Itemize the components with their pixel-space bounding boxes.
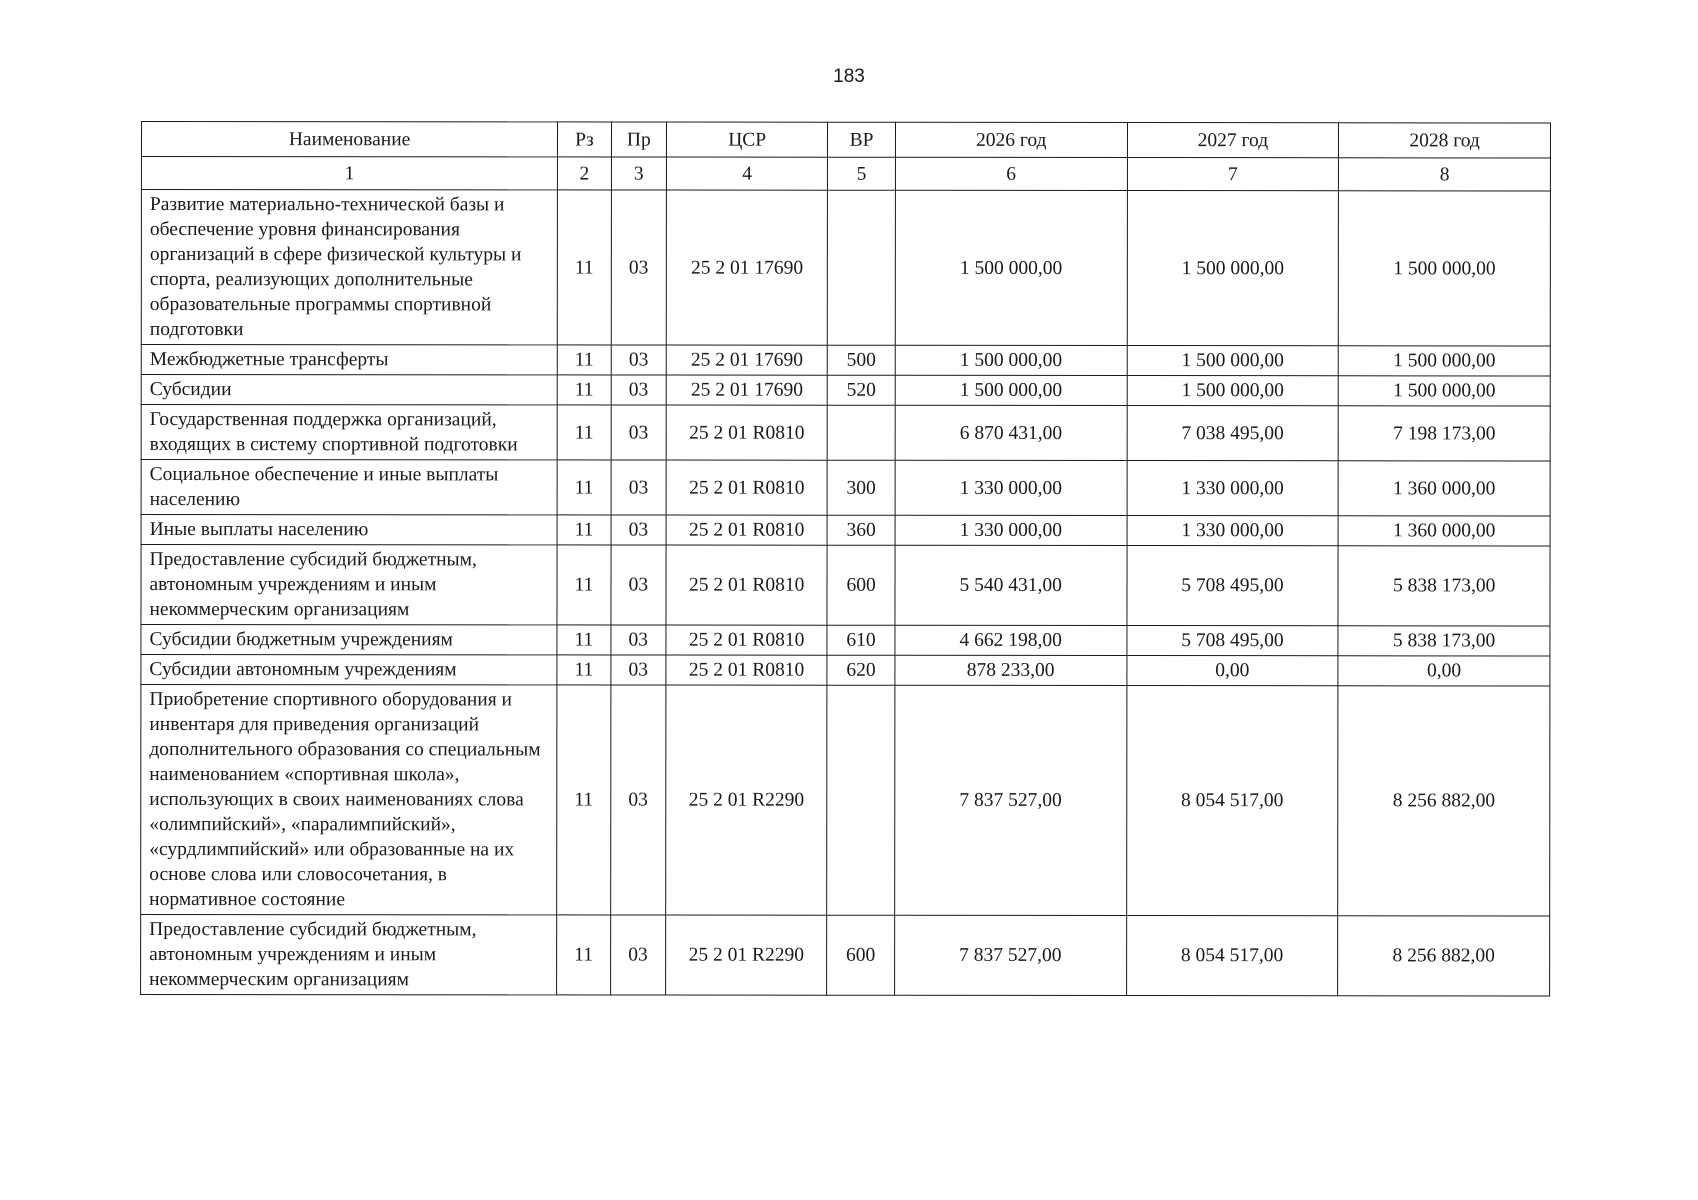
table-row — [141, 405, 1550, 461]
row-name: Развитие материально-технической базы и обеспечение уровня финансирования организаций в сфере физической культуры и спорта, реализующих дополнительные образовательные программы спортивной подготовки — [141, 190, 557, 345]
column-number: 1 — [141, 157, 557, 190]
row-rz: 11 — [557, 685, 611, 915]
row-vr: 600 — [827, 915, 895, 995]
table-row — [141, 625, 1550, 656]
row-2027: 7 038 495,00 — [1127, 406, 1339, 461]
row-2027: 1 500 000,00 — [1127, 376, 1339, 406]
row-2027: 1 500 000,00 — [1127, 346, 1339, 376]
row-pr: 03 — [611, 515, 666, 545]
row-rz: 11 — [557, 545, 610, 625]
row-csr: 25 2 01 R0810 — [666, 545, 827, 625]
row-name: Субсидии — [141, 375, 557, 405]
row-pr: 03 — [611, 625, 666, 655]
row-rz: 11 — [557, 460, 610, 515]
row-2026: 1 330 000,00 — [895, 460, 1127, 515]
row-name: Субсидии бюджетным учреждениям — [141, 625, 557, 655]
row-csr: 25 2 01 R0810 — [666, 405, 827, 460]
table-row — [141, 685, 1550, 916]
row-name: Социальное обеспечение и иные выплаты населению — [141, 460, 557, 515]
row-2027: 1 500 000,00 — [1127, 191, 1339, 346]
row-2026: 1 500 000,00 — [895, 190, 1127, 345]
row-name: Приобретение спортивного оборудования и инвентаря для приведения организаций дополнительного образования со специальным наименованием «спортивная школа», использующих в своих наименованиях слова «олимпийский», «паралимпийский», «сурдлимпийский» или образованные на их основе слова или словосочетания, в нормативное состояние — [141, 685, 557, 915]
row-vr: 620 — [827, 655, 895, 685]
row-2027: 5 708 495,00 — [1127, 546, 1339, 626]
header-row — [141, 122, 1550, 158]
row-rz: 11 — [557, 405, 610, 460]
row-name: Субсидии автономным учреждениям — [141, 655, 557, 685]
header-2027: 2027 год — [1127, 123, 1339, 158]
row-pr: 03 — [611, 190, 667, 345]
row-2026: 6 870 431,00 — [895, 405, 1127, 460]
table-row — [141, 915, 1550, 996]
row-name: Предоставление субсидий бюджетным, автономным учреждениям и иным некоммерческим организациям — [141, 545, 557, 625]
column-number: 4 — [666, 157, 827, 190]
row-2028: 1 360 000,00 — [1338, 461, 1550, 516]
row-vr: 610 — [827, 625, 895, 655]
row-rz: 11 — [558, 190, 612, 345]
row-name: Предоставление субсидий бюджетным, автономным учреждениям и иным некоммерческим организациям — [141, 915, 557, 995]
row-2026: 1 500 000,00 — [895, 375, 1127, 405]
row-csr: 25 2 01 17690 — [666, 190, 827, 345]
row-2026: 1 330 000,00 — [895, 515, 1127, 545]
table-row — [141, 655, 1550, 686]
row-2026: 7 837 527,00 — [894, 915, 1126, 995]
row-2026: 7 837 527,00 — [894, 685, 1126, 915]
row-pr: 03 — [611, 655, 666, 685]
row-csr: 25 2 01 R0810 — [666, 655, 827, 685]
row-rz: 11 — [557, 625, 610, 655]
row-name: Иные выплаты населению — [141, 515, 557, 545]
table-row — [141, 345, 1550, 376]
row-csr: 25 2 01 R2290 — [666, 685, 827, 915]
column-number: 6 — [895, 157, 1127, 190]
table-row — [141, 515, 1550, 546]
row-vr: 300 — [827, 460, 895, 515]
column-number-row — [141, 157, 1550, 191]
row-2026: 1 500 000,00 — [895, 345, 1127, 375]
row-csr: 25 2 01 17690 — [666, 345, 827, 375]
row-vr: 520 — [828, 375, 896, 405]
column-number: 8 — [1339, 158, 1551, 191]
row-pr: 03 — [610, 915, 666, 995]
row-vr — [827, 405, 895, 460]
page-number: 183 — [833, 66, 865, 87]
row-2028: 1 500 000,00 — [1338, 346, 1550, 376]
row-2028: 8 256 882,00 — [1338, 916, 1550, 996]
header-name: Наименование — [141, 122, 557, 157]
header-2028: 2028 год — [1339, 123, 1551, 158]
row-rz: 11 — [557, 655, 610, 685]
row-pr: 03 — [610, 685, 666, 915]
row-2027: 1 330 000,00 — [1127, 461, 1339, 516]
table-row — [141, 190, 1550, 346]
row-2028: 1 500 000,00 — [1339, 191, 1551, 346]
row-pr: 03 — [611, 460, 666, 515]
row-2028: 8 256 882,00 — [1338, 686, 1550, 916]
column-number: 5 — [828, 157, 896, 190]
row-2026: 4 662 198,00 — [895, 625, 1127, 655]
row-2027: 1 330 000,00 — [1127, 516, 1339, 546]
row-2027: 0,00 — [1127, 656, 1339, 686]
row-rz: 11 — [557, 375, 610, 405]
row-2026: 5 540 431,00 — [895, 545, 1127, 625]
row-name: Межбюджетные трансферты — [141, 345, 557, 375]
row-vr: 500 — [828, 345, 896, 375]
column-number: 2 — [558, 157, 611, 190]
row-2028: 0,00 — [1338, 656, 1550, 686]
row-csr: 25 2 01 R2290 — [666, 915, 827, 995]
row-rz: 11 — [557, 515, 610, 545]
header-pr: Пр — [611, 122, 666, 157]
header-vr: ВР — [828, 122, 896, 157]
row-2027: 8 054 517,00 — [1126, 686, 1338, 916]
column-number: 3 — [611, 157, 666, 190]
row-csr: 25 2 01 R0810 — [666, 460, 827, 515]
row-2028: 7 198 173,00 — [1338, 406, 1550, 461]
row-2028: 5 838 173,00 — [1338, 546, 1550, 626]
row-2028: 5 838 173,00 — [1338, 626, 1550, 656]
header-rz: Рз — [558, 122, 611, 157]
table-row — [141, 545, 1550, 626]
row-rz: 11 — [557, 345, 610, 375]
row-vr: 600 — [827, 545, 895, 625]
header-csr: ЦСР — [667, 122, 828, 157]
row-2027: 8 054 517,00 — [1126, 916, 1338, 996]
row-name: Государственная поддержка организаций, входящих в систему спортивной подготовки — [141, 405, 557, 460]
row-rz: 11 — [557, 915, 610, 995]
row-pr: 03 — [611, 405, 666, 460]
row-vr — [828, 190, 896, 345]
row-2028: 1 360 000,00 — [1338, 516, 1550, 546]
row-pr: 03 — [611, 375, 666, 405]
row-pr: 03 — [611, 545, 667, 625]
table-row — [141, 375, 1550, 406]
row-vr — [827, 685, 895, 915]
column-number: 7 — [1127, 158, 1339, 191]
row-csr: 25 2 01 17690 — [666, 375, 827, 405]
row-2028: 1 500 000,00 — [1338, 376, 1550, 406]
row-pr: 03 — [611, 345, 666, 375]
budget-table — [140, 121, 1551, 996]
row-vr: 360 — [827, 515, 895, 545]
header-2026: 2026 год — [895, 122, 1127, 157]
table-row — [141, 460, 1550, 516]
row-2026: 878 233,00 — [895, 655, 1127, 685]
row-csr: 25 2 01 R0810 — [666, 515, 827, 545]
row-2027: 5 708 495,00 — [1127, 626, 1339, 656]
row-csr: 25 2 01 R0810 — [666, 625, 827, 655]
